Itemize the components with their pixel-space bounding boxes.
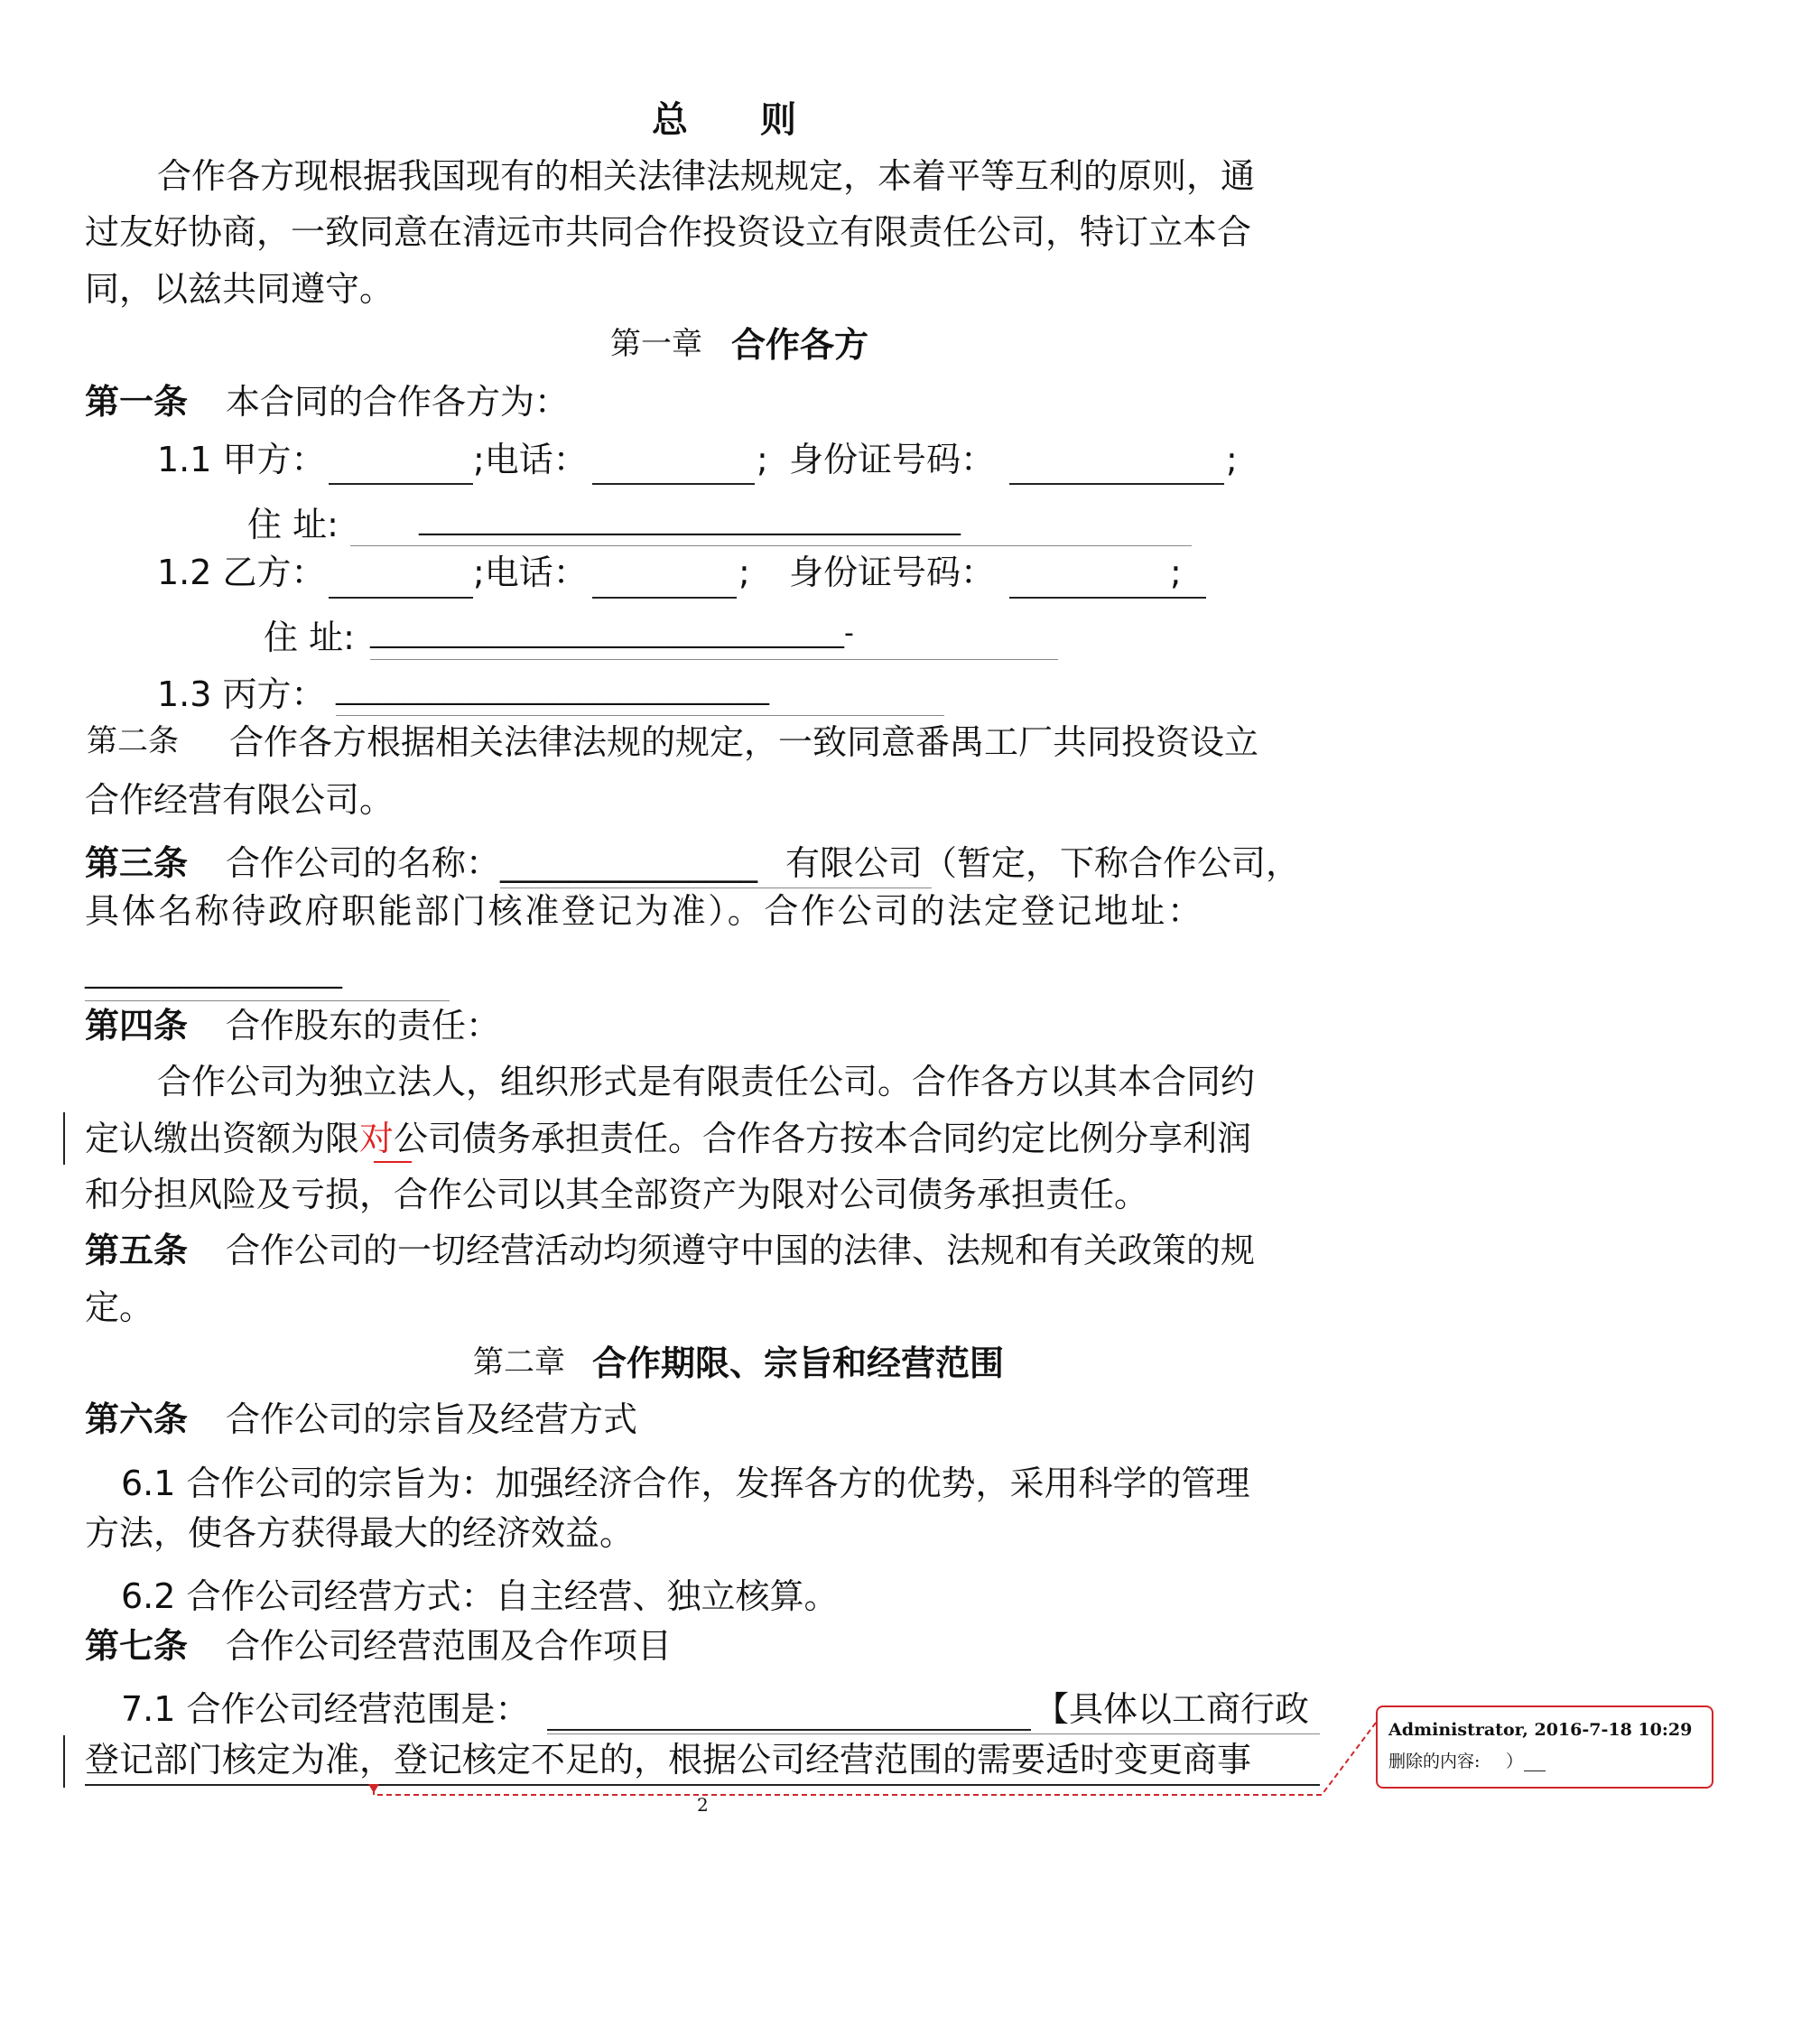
party-b-phone-blank[interactable]: [592, 597, 737, 599]
article-7-1-line-2-underline: [85, 1784, 1320, 1786]
article-7-1-prefix: 7.1 合作公司经营范围是：: [121, 1689, 530, 1729]
business-scope-blank[interactable]: [547, 1729, 1031, 1731]
party-b-phone-label: ;电话：: [473, 553, 588, 592]
party-b-address-underline: [370, 659, 1058, 660]
article-1-text: 本合同的合作各方为：: [226, 382, 570, 422]
article-3-line-3-underline: [85, 1000, 450, 1001]
party-b-address-label: 住 址:: [264, 618, 355, 657]
party-a-id-label: 身份证号码：: [789, 440, 996, 479]
article-2-line-1: 合作各方根据相关法律法规的规定，一致同意番禺工厂共同投资设立: [229, 722, 1259, 762]
party-a-label: 1.1 甲方：: [157, 440, 326, 479]
article-6-2: 6.2 合作公司经营方式：自主经营、独立核算。: [121, 1576, 839, 1616]
revision-change-bar: [63, 1112, 65, 1165]
party-a-name-blank[interactable]: [329, 483, 473, 485]
article-5-line-1: 合作公司的一切经营活动均须遵守中国的法律、法规和有关政策的规: [226, 1231, 1256, 1270]
article-3-line-1-rest: 有限公司（暂定，下称合作公司，: [785, 843, 1301, 883]
chapter-2-title: 合作期限、宗旨和经营范围: [592, 1343, 1005, 1383]
party-a-address-blank[interactable]: ________________________________________: [419, 505, 961, 536]
party-a-phone-label: ;电话：: [473, 440, 588, 479]
article-7-1-underline: [547, 1733, 1320, 1734]
party-b-separator: ;: [738, 553, 750, 592]
article-6-1-line-1: 6.1 合作公司的宗旨为：加强经济合作，发挥各方的优势，采用科学的管理: [121, 1464, 1250, 1503]
party-a-id-blank[interactable]: [1009, 483, 1224, 485]
party-b-id-label: 身份证号码：: [789, 553, 996, 592]
party-b-address-blank[interactable]: ___________________________________-: [370, 618, 854, 649]
company-name-blank[interactable]: _______________: [500, 843, 757, 883]
article-4-line-2-part-a: 定认缴出资额为限: [85, 1119, 360, 1158]
article-6-label: 第六条: [85, 1399, 189, 1439]
article-6-1-line-2: 方法，使各方获得最大的经济效益。: [85, 1513, 635, 1553]
article-2-label: 第二条: [87, 723, 179, 759]
party-b-id-blank[interactable]: [1009, 597, 1206, 599]
article-1-label: 第一条: [85, 382, 189, 422]
page-title: 总 则: [652, 99, 796, 141]
party-c-underline: [336, 715, 944, 716]
article-3-line-1-text: 合作公司的名称：: [226, 843, 501, 883]
deletion-comment-balloon[interactable]: [1376, 1705, 1713, 1789]
party-a-end: ;: [1226, 440, 1238, 479]
comment-author-date: Administrator, 2016-7-18 10:29: [1388, 1720, 1693, 1740]
chapter-1-title: 合作各方: [731, 325, 869, 365]
article-4-line-2-part-b: 公司债务承担责任。合作各方按本合同约定比例分享利润: [394, 1119, 1252, 1158]
comment-value-underline: [1524, 1770, 1546, 1771]
article-7-1-line-2: 登记部门核定为准，登记核定不足的，根据公司经营范围的需要适时变更商事: [85, 1740, 1252, 1780]
article-6-text: 合作公司的宗旨及经营方式: [226, 1399, 638, 1439]
chapter-1-number: 第一章: [610, 326, 702, 362]
party-c-blank[interactable]: ________________________________: [336, 674, 769, 706]
party-a-address-underline: [350, 545, 1192, 546]
article-7-text: 合作公司经营范围及合作项目: [226, 1626, 673, 1666]
party-b-name-blank[interactable]: [329, 597, 473, 599]
article-4-line-1: 合作公司为独立法人，组织形式是有限责任公司。合作各方以其本合同约: [157, 1062, 1256, 1101]
article-5-line-2: 定。: [85, 1287, 154, 1327]
article-5-label: 第五条: [85, 1231, 189, 1270]
party-b-end: ;: [1170, 553, 1182, 592]
comment-deleted-value: ）: [1506, 1752, 1524, 1771]
article-3-line-2: 具体名称待政府职能部门核准登记为准）。合作公司的法定登记地址：: [85, 891, 1204, 931]
preamble-line-2: 过友好协商，一致同意在清远市共同合作投资设立有限责任公司，特订立本合: [85, 212, 1252, 252]
article-4-text: 合作股东的责任：: [226, 1006, 501, 1046]
article-3-label: 第三条: [85, 843, 189, 883]
article-7-1-rest: 【具体以工商行政: [1035, 1689, 1310, 1729]
registered-address-blank[interactable]: ___________________: [85, 958, 342, 990]
inserted-text-underline: [374, 1161, 412, 1163]
preamble-line-1: 合作各方现根据我国现有的相关法律法规规定，本着平等互利的原则，通: [157, 156, 1256, 196]
chapter-2-number: 第二章: [473, 1344, 565, 1380]
article-4-line-3: 和分担风险及亏损，合作公司以其全部资产为限对公司债务承担责任。: [85, 1175, 1149, 1214]
party-c-label: 1.3 丙方：: [157, 674, 326, 714]
party-a-separator: ;: [757, 440, 768, 479]
preamble-line-3: 同，以兹共同遵守。: [85, 269, 395, 309]
comment-label: 删除的内容:: [1388, 1752, 1481, 1771]
party-a-phone-blank[interactable]: [592, 483, 755, 485]
article-4-label: 第四条: [85, 1006, 189, 1046]
page-number: 2: [697, 1794, 709, 1816]
inserted-text: 对: [359, 1119, 395, 1158]
party-a-address-label: 住 址:: [247, 505, 339, 544]
article-2-line-2: 合作经营有限公司。: [85, 780, 395, 820]
revision-change-bar-2: [63, 1735, 65, 1788]
article-4-line-2: [85, 1121, 1251, 1156]
article-7-label: 第七条: [85, 1626, 189, 1666]
party-b-label: 1.2 乙方：: [157, 553, 326, 592]
